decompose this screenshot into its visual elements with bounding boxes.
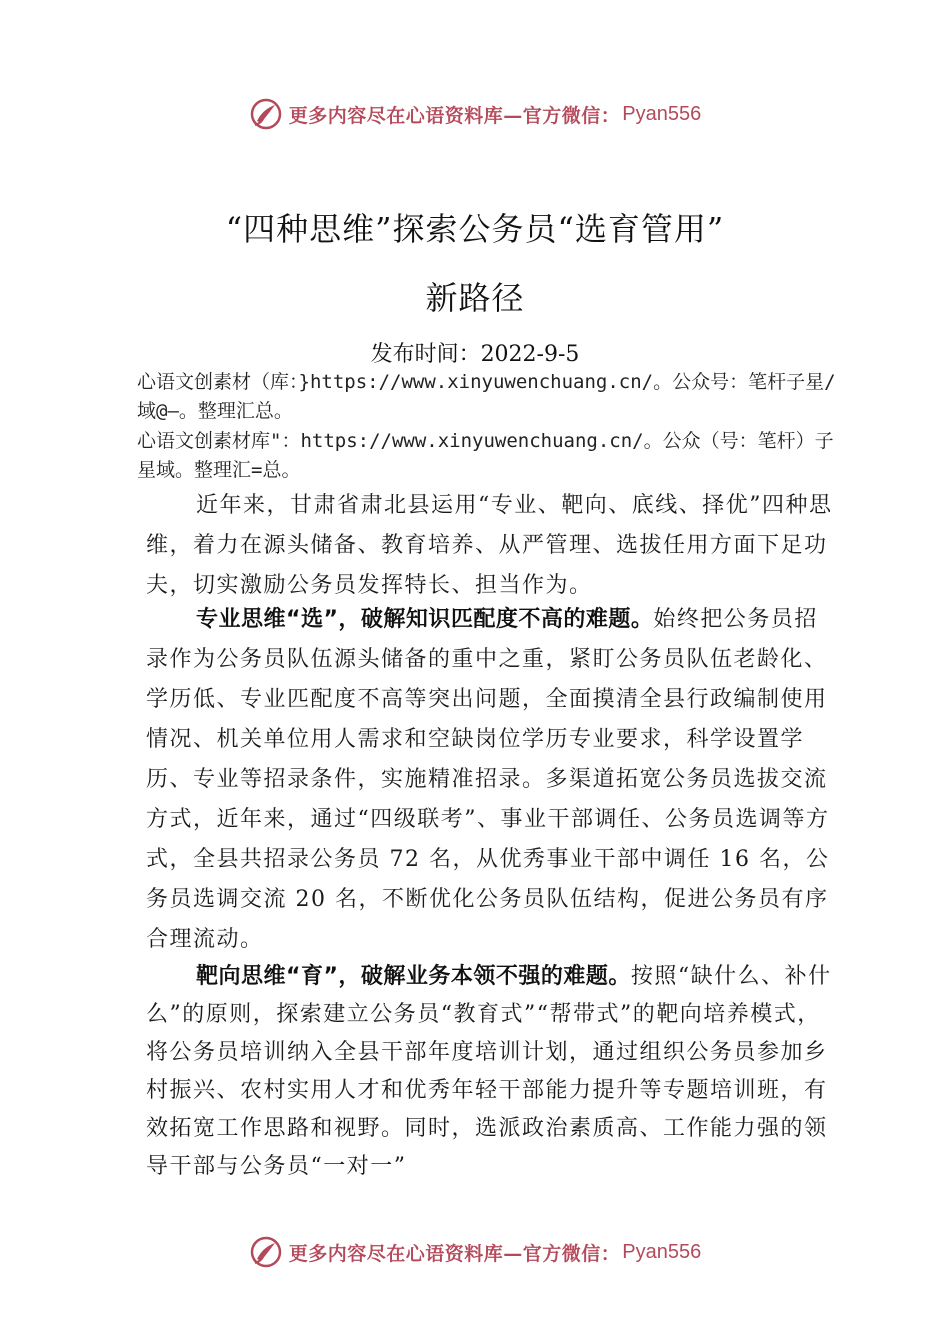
brush-logo-icon <box>249 97 283 131</box>
section-select-heading: 专业思维“选”，破解知识匹配度不高的难题。 <box>196 607 654 632</box>
section-train-paragraph <box>146 958 836 1186</box>
document-title-line2: 新路径 <box>425 279 525 317</box>
publish-date: 发布时间：2022-9-5 <box>370 342 580 367</box>
header-banner <box>0 94 950 134</box>
brush-logo-icon <box>249 1235 283 1269</box>
section-train-heading: 靶向思维“育”，破解业务本领不强的难题。 <box>196 964 631 989</box>
source-note-1: 心语文创素材（库：}https://www.xinyuwenchuang.cn/。公众号：笔杆子星/域@—。整理汇总。 <box>137 371 836 422</box>
source-note-2: 心语文创素材库"：https://www.xinyuwenchuang.cn/。公众（号：笔杆）子星域。整理汇=总。 <box>137 430 834 481</box>
footer-banner <box>0 1232 950 1272</box>
banner-text: 更多内容尽在心语资料库—官方微信： <box>288 104 621 127</box>
banner-text: 更多内容尽在心语资料库—官方微信： <box>288 1242 621 1265</box>
section-select-body: 始终把公务员招录作为公务员队伍源头储备的重中之重，紧盯公务员队伍老龄化、学历低、专业匹配度不高等突出问题，全面摸清全县行政编制使用情况、机关单位用人需求和空缺岗位学历专业要求，科学设置学历、专业等招录条件，实施精准招录。多渠道拓宽公务员选拔交流方式，近年来，通过“四级联考”、事业干部调任、公务员选调等方式，全县共招录公务员 72 名，从优秀事业干部中调任 16 名，公务员选调交流 20 名，不断优化公务员队伍结构，促进公务员有序合理流动。 <box>146 607 830 952</box>
intro-paragraph: 近年来，甘肃省肃北县运用“专业、靶向、底线、择优”四种思维，着力在源头储备、教育培养、从严管理、选拔任用方面下足功夫，切实激励公务员发挥特长、担当作为。 <box>146 493 833 598</box>
banner-wechat-id: Pyan556 <box>622 102 702 125</box>
banner-wechat-id: Pyan556 <box>622 1240 702 1263</box>
section-select-paragraph <box>146 600 836 960</box>
section-train-body: 按照“缺什么、补什么”的原则，探索建立公务员“教育式”“帮带式”的靶向培养模式，将公务员培训纳入全县干部年度培训计划，通过组织公务员参加乡村振兴、农村实用人才和优秀年轻干部能力提升等专题培训班，有效拓宽工作思路和视野。同时，选派政治素质高、工作能力强的领导干部与公务员“一对一” <box>146 964 832 1179</box>
document-title-line1: “四种思维”探索公务员“选育管用” <box>225 210 725 248</box>
